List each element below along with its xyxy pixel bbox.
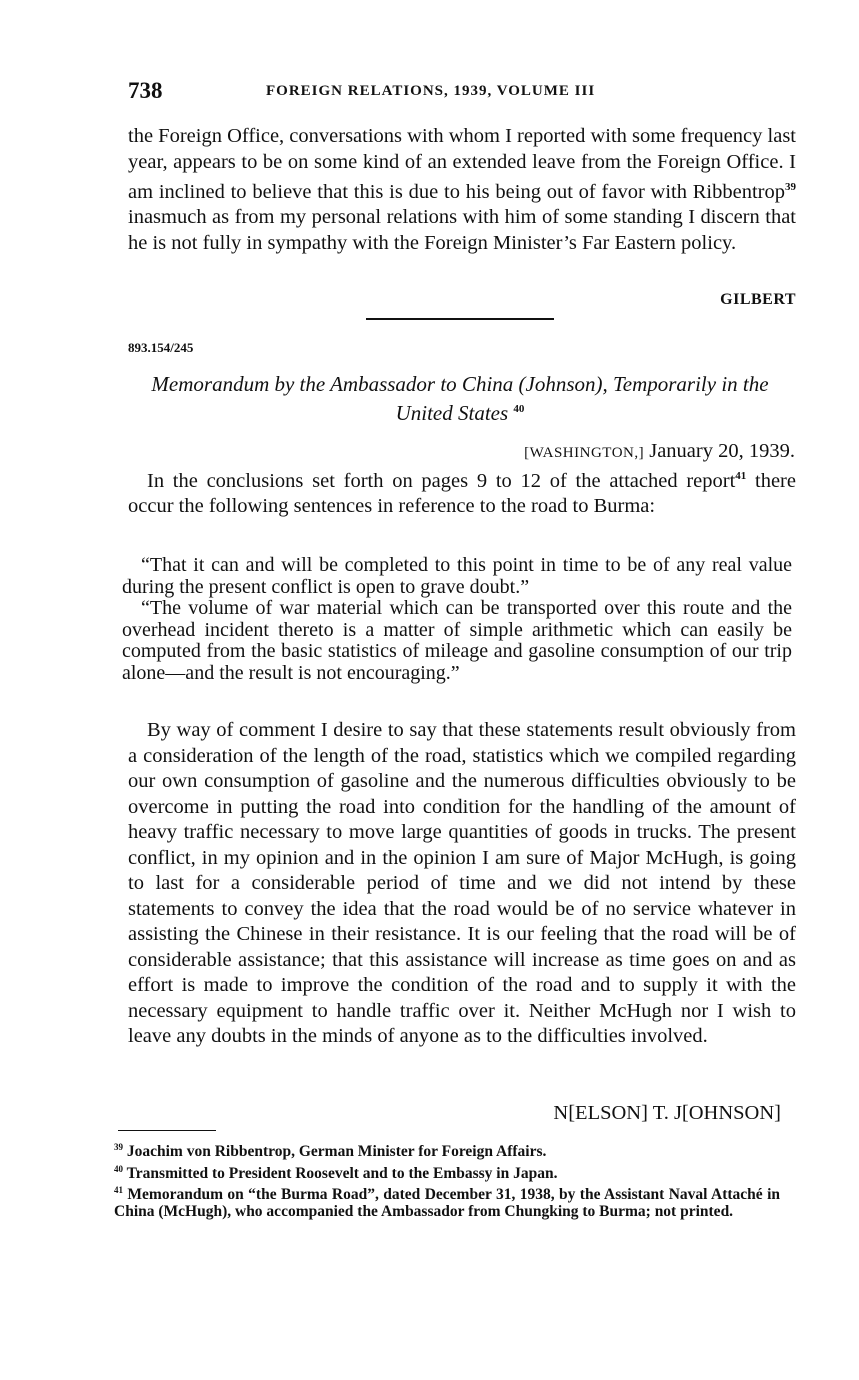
footnote-ref-41[interactable]: 41 bbox=[735, 470, 747, 482]
footnote-40 bbox=[114, 1161, 780, 1183]
footnote-number: 41 bbox=[114, 1185, 123, 1196]
continued-paragraph-end: inasmuch as from my personal relations with him of some standing I discern that he is not fully in sympathy with the Foreign Minister’s Far Eastern policy. bbox=[128, 206, 796, 254]
document-title-text: Memorandum by the Ambassador to China (Johnson), Temporarily in the United States bbox=[151, 372, 769, 425]
quote-1: “That it can and will be completed to this point in time to be of any real value during the present conflict is open to grave doubt.” bbox=[122, 554, 792, 598]
footnote-ref-39[interactable]: 39 bbox=[785, 181, 796, 193]
footnote-text: Joachim von Ribbentrop, German Minister for Foreign Affairs. bbox=[126, 1143, 547, 1161]
footnote-39 bbox=[114, 1139, 780, 1161]
comment-paragraph: By way of comment I desire to say that these statements result obviously from a consideration of the length of the road, statistics which we compiled regarding our own consumption of gasoline and the numerous difficulties obviously to be overcome in putting the road into condition for the handling of the amount of heavy traffic necessary to move large quantities of goods in trucks. The present conflict, in my opinion and in the opinion I am sure of Major McHugh, is going to last for a considerable period of time and we did not intend by these statements to convey the idea that the road would be of no service whatever in assisting the Chinese in their resistance. It is our feeling that the road will be of considerable assistance; that this assistance will increase as time goes on and as effort is made to improve the condition of the road and to supply it with the necessary equipment to handle traffic over it. Neither McHugh nor I wish to leave any doubts in the minds of anyone as to the difficulties involved. bbox=[128, 719, 796, 1047]
intro-text-end: there occur the following sentences in reference to the road to Burma: bbox=[128, 469, 796, 518]
dateline bbox=[524, 440, 795, 463]
footnote-number: 39 bbox=[114, 1142, 123, 1152]
footnote-text: Transmitted to President Roosevelt and to the Embassy in Japan. bbox=[126, 1164, 558, 1182]
document-title bbox=[125, 372, 795, 426]
footnote-divider bbox=[118, 1130, 216, 1131]
intro-paragraph bbox=[128, 464, 796, 520]
footnote-number: 40 bbox=[114, 1163, 123, 1174]
footnotes bbox=[114, 1139, 780, 1220]
footnote-text: Memorandum on “the Burma Road”, dated December 31, 1938, by the Assistant Naval Attaché in China (McHugh), who accompanied the Ambassador from Chungking to Burma; not printed. bbox=[114, 1186, 781, 1220]
dateline-place: [WASHINGTON,] bbox=[524, 445, 645, 461]
page-header bbox=[128, 78, 798, 108]
intro-text: In the conclusions set forth on pages 9 to 12 of the attached report bbox=[147, 469, 736, 492]
section-divider bbox=[366, 318, 554, 320]
quote-2: “The volume of war material which can be transported over this route and the overhead incident thereto is a matter of simple arithmetic which can easily be computed from the basic statistics of mileage and gasoline consumption of our trip alone—and the result is not encouraging.” bbox=[122, 597, 792, 684]
running-head: FOREIGN RELATIONS, 1939, VOLUME III bbox=[266, 83, 596, 99]
signature-gilbert: GILBERT bbox=[720, 291, 796, 308]
signature-johnson: N[ELSON] T. J[OHNSON] bbox=[553, 1102, 781, 1124]
page-number: 738 bbox=[128, 78, 163, 103]
dateline-date: January 20, 1939. bbox=[644, 440, 795, 462]
footnote-41 bbox=[114, 1182, 780, 1220]
file-number: 893.154/245 bbox=[128, 340, 194, 355]
continued-paragraph-text: the Foreign Office, conversations with whom I reported with some frequency last year, appears to be on some kind of an extended leave from the Foreign Office. I am inclined to believe that this is due to his being out of favor with Ribbentrop bbox=[128, 125, 796, 203]
continued-paragraph bbox=[128, 124, 796, 256]
footnote-ref-40[interactable]: 40 bbox=[513, 403, 525, 415]
